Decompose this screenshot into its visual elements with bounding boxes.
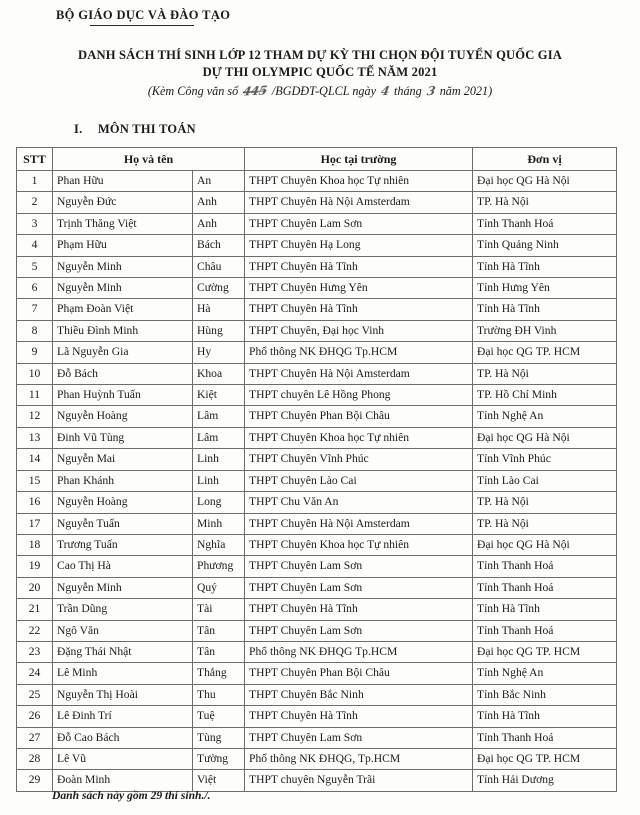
- candidate-surname: Nguyễn Mai: [53, 449, 193, 470]
- candidate-surname: Lã Nguyễn Gia: [53, 342, 193, 363]
- candidate-school: THPT Chuyên Lam Sơn: [245, 577, 473, 598]
- candidate-school: THPT Chuyên Khoa học Tự nhiên: [245, 171, 473, 192]
- stt: 19: [17, 556, 53, 577]
- candidate-school: THPT Chuyên Phan Bội Châu: [245, 663, 473, 684]
- candidate-school: THPT Chuyên Hà Nội Amsterdam: [245, 513, 473, 534]
- table-body: [17, 171, 617, 792]
- candidate-unit: Tỉnh Nghệ An: [473, 406, 617, 427]
- candidate-given-name: Tuệ: [193, 706, 245, 727]
- candidate-surname: Phan Huỳnh Tuấn: [53, 385, 193, 406]
- candidate-school: Phổ thông NK ĐHQG, Tp.HCM: [245, 748, 473, 769]
- candidate-given-name: Hy: [193, 342, 245, 363]
- table-row: [17, 256, 617, 277]
- candidate-given-name: Nghĩa: [193, 534, 245, 555]
- candidate-surname: Lê Minh: [53, 663, 193, 684]
- stt: 26: [17, 706, 53, 727]
- candidate-school: THPT Chuyên Lam Sơn: [245, 213, 473, 234]
- candidate-unit: Tỉnh Hải Dương: [473, 770, 617, 791]
- table-row: [17, 620, 617, 641]
- candidate-unit: Tỉnh Nghệ An: [473, 663, 617, 684]
- candidate-surname: Nguyễn Minh: [53, 256, 193, 277]
- stt: 21: [17, 599, 53, 620]
- candidate-given-name: Quý: [193, 577, 245, 598]
- handwritten-document-number: 445: [242, 83, 269, 99]
- document-title-line-2: DỰ THI OLYMPIC QUỐC TẾ NĂM 2021: [202, 65, 438, 79]
- document-reference-line: [14, 84, 626, 99]
- stt: 1: [17, 171, 53, 192]
- stt: 27: [17, 727, 53, 748]
- candidate-given-name: Việt: [193, 770, 245, 791]
- reference-month-label: tháng: [393, 84, 422, 98]
- table-row: [17, 342, 617, 363]
- candidate-surname: Nguyễn Thị Hoài: [53, 684, 193, 705]
- table-row: [17, 235, 617, 256]
- stt: 8: [17, 320, 53, 341]
- candidate-surname: Đặng Thái Nhật: [53, 641, 193, 662]
- ministry-underline: [90, 25, 194, 26]
- candidate-unit: TP. Hà Nội: [473, 192, 617, 213]
- candidate-surname: Đỗ Bách: [53, 363, 193, 384]
- stt: 11: [17, 385, 53, 406]
- candidate-given-name: Khoa: [193, 363, 245, 384]
- candidate-given-name: Bách: [193, 235, 245, 256]
- candidate-unit: Tỉnh Lào Cai: [473, 470, 617, 491]
- stt: 4: [17, 235, 53, 256]
- column-header-stt: STT: [17, 148, 53, 171]
- candidate-school: THPT Chuyên Vĩnh Phúc: [245, 449, 473, 470]
- candidate-surname: Thiều Đình Minh: [53, 320, 193, 341]
- candidate-given-name: Anh: [193, 192, 245, 213]
- candidate-school: THPT Chuyên Bắc Ninh: [245, 684, 473, 705]
- candidate-unit: Trường ĐH Vinh: [473, 320, 617, 341]
- candidate-school: THPT chuyên Nguyễn Trãi: [245, 770, 473, 791]
- candidate-school: THPT Chuyên, Đại học Vinh: [245, 320, 473, 341]
- section-heading: [74, 122, 196, 137]
- candidate-school: Phổ thông NK ĐHQG Tp.HCM: [245, 641, 473, 662]
- table-row: [17, 534, 617, 555]
- candidate-unit: Đại học QG Hà Nội: [473, 171, 617, 192]
- candidate-school: THPT Chuyên Lam Sơn: [245, 727, 473, 748]
- candidate-unit: Tỉnh Hà Tĩnh: [473, 299, 617, 320]
- candidate-given-name: Tùng: [193, 727, 245, 748]
- document-title-block: [14, 48, 626, 99]
- candidate-unit: Đại học QG Hà Nội: [473, 534, 617, 555]
- candidate-school: THPT Chuyên Phan Bội Châu: [245, 406, 473, 427]
- candidate-unit: Tỉnh Quảng Ninh: [473, 235, 617, 256]
- candidate-given-name: Thắng: [193, 663, 245, 684]
- table-row: [17, 363, 617, 384]
- table-row: [17, 684, 617, 705]
- candidate-unit: Tỉnh Hà Tĩnh: [473, 256, 617, 277]
- candidate-surname: Ngô Văn: [53, 620, 193, 641]
- section-title: MÔN THI TOÁN: [97, 122, 196, 136]
- table-row: [17, 577, 617, 598]
- stt: 14: [17, 449, 53, 470]
- stt: 5: [17, 256, 53, 277]
- table-row: [17, 492, 617, 513]
- ministry-header: [56, 8, 230, 26]
- candidate-unit: TP. Hà Nội: [473, 513, 617, 534]
- reference-prefix: (Kèm Công văn số: [147, 84, 239, 98]
- table-row: [17, 748, 617, 769]
- candidate-given-name: Hùng: [193, 320, 245, 341]
- column-header-full-name: Họ và tên: [53, 148, 245, 171]
- handwritten-day: 4: [379, 83, 391, 99]
- candidate-unit: Đại học QG TP. HCM: [473, 641, 617, 662]
- document-title-line-1: DANH SÁCH THÍ SINH LỚP 12 THAM DỰ KỲ THI CHỌN ĐỘI TUYỂN QUỐC GIA: [77, 48, 563, 62]
- candidate-given-name: Châu: [193, 256, 245, 277]
- candidate-unit: Tỉnh Bắc Ninh: [473, 684, 617, 705]
- candidate-school: THPT Chuyên Hạ Long: [245, 235, 473, 256]
- candidate-given-name: Thu: [193, 684, 245, 705]
- candidate-given-name: Lâm: [193, 406, 245, 427]
- table-row: [17, 427, 617, 448]
- stt: 25: [17, 684, 53, 705]
- candidate-surname: Nguyễn Tuấn: [53, 513, 193, 534]
- candidate-unit: Đại học QG TP. HCM: [473, 748, 617, 769]
- candidate-unit: Tỉnh Thanh Hoá: [473, 213, 617, 234]
- ministry-name: BỘ GIÁO DỤC VÀ ĐÀO TẠO: [56, 8, 231, 22]
- column-header-unit: Đơn vị: [473, 148, 617, 171]
- roster-table-container: [16, 147, 616, 792]
- candidate-given-name: Anh: [193, 213, 245, 234]
- candidate-surname: Trịnh Thăng Việt: [53, 213, 193, 234]
- table-row: [17, 599, 617, 620]
- candidate-given-name: Tường: [193, 748, 245, 769]
- candidate-given-name: Tân: [193, 641, 245, 662]
- candidate-school: THPT Chuyên Lam Sơn: [245, 620, 473, 641]
- candidate-school: THPT chuyên Lê Hồng Phong: [245, 385, 473, 406]
- candidate-school: THPT Chuyên Hà Tĩnh: [245, 299, 473, 320]
- candidate-school: THPT Chuyên Hà Nội Amsterdam: [245, 192, 473, 213]
- candidate-unit: Tỉnh Hà Tĩnh: [473, 599, 617, 620]
- table-row: [17, 556, 617, 577]
- candidate-school: Phổ thông NK ĐHQG Tp.HCM: [245, 342, 473, 363]
- reference-suffix: năm 2021): [439, 84, 493, 98]
- candidate-surname: Phan Khánh: [53, 470, 193, 491]
- candidate-school: THPT Chuyên Hưng Yên: [245, 278, 473, 299]
- candidate-surname: Phan Hữu: [53, 171, 193, 192]
- candidate-surname: Lê Vũ: [53, 748, 193, 769]
- candidate-unit: TP. Hà Nội: [473, 363, 617, 384]
- reference-middle: /BGDĐT-QLCL ngày: [271, 84, 377, 98]
- candidate-school: THPT Chuyên Hà Nội Amsterdam: [245, 363, 473, 384]
- candidate-surname: Phạm Đoàn Việt: [53, 299, 193, 320]
- stt: 29: [17, 770, 53, 791]
- candidate-surname: Trương Tuấn: [53, 534, 193, 555]
- table-row: [17, 641, 617, 662]
- stt: 15: [17, 470, 53, 491]
- table-row: [17, 727, 617, 748]
- candidate-unit: Tỉnh Vĩnh Phúc: [473, 449, 617, 470]
- candidate-surname: Phạm Hữu: [53, 235, 193, 256]
- footnote-total-candidates: Danh sách này gồm 29 thí sinh./.: [52, 789, 211, 802]
- stt: 2: [17, 192, 53, 213]
- table-header: [17, 148, 617, 171]
- handwritten-month: 3: [425, 83, 436, 99]
- candidate-surname: Đinh Vũ Tùng: [53, 427, 193, 448]
- stt: 17: [17, 513, 53, 534]
- candidate-surname: Nguyễn Đức: [53, 192, 193, 213]
- candidate-surname: Nguyễn Minh: [53, 278, 193, 299]
- table-header-row: [17, 148, 617, 171]
- stt: 13: [17, 427, 53, 448]
- table-row: [17, 213, 617, 234]
- candidate-surname: Nguyễn Minh: [53, 577, 193, 598]
- candidate-given-name: Lâm: [193, 427, 245, 448]
- stt: 20: [17, 577, 53, 598]
- stt: 22: [17, 620, 53, 641]
- stt: 3: [17, 213, 53, 234]
- candidate-surname: Đoàn Minh: [53, 770, 193, 791]
- stt: 12: [17, 406, 53, 427]
- candidate-unit: Đại học QG Hà Nội: [473, 427, 617, 448]
- stt: 7: [17, 299, 53, 320]
- candidate-given-name: Cường: [193, 278, 245, 299]
- table-row: [17, 706, 617, 727]
- candidate-school: THPT Chuyên Khoa học Tự nhiên: [245, 427, 473, 448]
- candidate-surname: Lê Đinh Trí: [53, 706, 193, 727]
- stt: 6: [17, 278, 53, 299]
- candidate-school: THPT Chu Văn An: [245, 492, 473, 513]
- stt: 9: [17, 342, 53, 363]
- candidate-given-name: Long: [193, 492, 245, 513]
- table-row: [17, 171, 617, 192]
- candidate-given-name: Kiệt: [193, 385, 245, 406]
- stt: 23: [17, 641, 53, 662]
- candidate-school: THPT Chuyên Hà Tĩnh: [245, 706, 473, 727]
- candidate-given-name: Linh: [193, 449, 245, 470]
- candidate-school: THPT Chuyên Hà Tĩnh: [245, 599, 473, 620]
- roster-table: [16, 147, 617, 792]
- candidate-surname: Nguyễn Hoàng: [53, 492, 193, 513]
- table-row: [17, 320, 617, 341]
- column-header-school: Học tại trường: [245, 148, 473, 171]
- candidate-unit: Tỉnh Hà Tĩnh: [473, 706, 617, 727]
- candidate-given-name: Linh: [193, 470, 245, 491]
- table-row: [17, 663, 617, 684]
- candidate-surname: Nguyễn Hoàng: [53, 406, 193, 427]
- candidate-unit: TP. Hà Nội: [473, 492, 617, 513]
- candidate-unit: Tỉnh Hưng Yên: [473, 278, 617, 299]
- table-row: [17, 513, 617, 534]
- candidate-unit: Tỉnh Thanh Hoá: [473, 620, 617, 641]
- candidate-given-name: Hà: [193, 299, 245, 320]
- table-row: [17, 406, 617, 427]
- candidate-given-name: Tân: [193, 620, 245, 641]
- candidate-surname: Trần Dũng: [53, 599, 193, 620]
- candidate-given-name: Phương: [193, 556, 245, 577]
- section-numeral: I.: [74, 122, 83, 136]
- candidate-surname: Cao Thị Hà: [53, 556, 193, 577]
- stt: 28: [17, 748, 53, 769]
- table-row: [17, 278, 617, 299]
- candidate-unit: TP. Hồ Chí Minh: [473, 385, 617, 406]
- candidate-surname: Đỗ Cao Bách: [53, 727, 193, 748]
- table-row: [17, 192, 617, 213]
- candidate-given-name: Tài: [193, 599, 245, 620]
- candidate-school: THPT Chuyên Lam Sơn: [245, 556, 473, 577]
- candidate-unit: Tỉnh Thanh Hoá: [473, 556, 617, 577]
- candidate-school: THPT Chuyên Lào Cai: [245, 470, 473, 491]
- table-row: [17, 449, 617, 470]
- candidate-unit: Đại học QG TP. HCM: [473, 342, 617, 363]
- candidate-school: THPT Chuyên Hà Tĩnh: [245, 256, 473, 277]
- table-row: [17, 385, 617, 406]
- stt: 24: [17, 663, 53, 684]
- stt: 16: [17, 492, 53, 513]
- candidate-unit: Tỉnh Thanh Hoá: [473, 727, 617, 748]
- candidate-school: THPT Chuyên Khoa học Tự nhiên: [245, 534, 473, 555]
- candidate-given-name: An: [193, 171, 245, 192]
- candidate-given-name: Minh: [193, 513, 245, 534]
- stt: 10: [17, 363, 53, 384]
- table-row: [17, 470, 617, 491]
- stt: 18: [17, 534, 53, 555]
- table-row: [17, 299, 617, 320]
- candidate-unit: Tỉnh Thanh Hoá: [473, 577, 617, 598]
